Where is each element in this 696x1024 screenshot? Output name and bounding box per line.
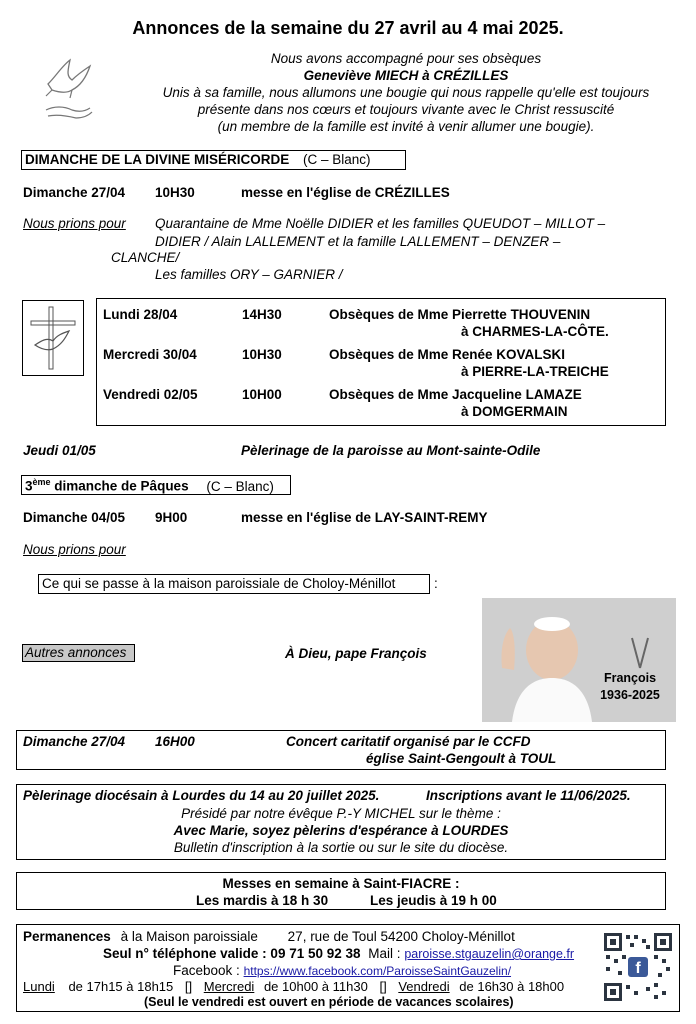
facebook-label: Facebook :	[173, 963, 240, 978]
concert-time: 16H00	[155, 734, 195, 749]
monday-label: Lundi	[23, 979, 55, 994]
lourdes-registration: Bulletin d'inscription à la sortie ou sur le site du diocèse.	[173, 840, 509, 855]
prayers-line: Les familles ORY – GARNIER /	[155, 267, 343, 282]
concert-day: Dimanche 27/04	[23, 734, 126, 749]
pope-name: François	[603, 671, 657, 685]
mass-day: Dimanche 04/05	[23, 510, 126, 525]
phone-number: Seul n° téléphone valide : 09 71 50 92 38	[103, 946, 361, 961]
separator: []	[184, 979, 193, 994]
section-title: DIMANCHE DE LA DIVINE MISÉRICORDE	[25, 152, 290, 167]
obituary-intro: Nous avons accompagné pour ses obsèques	[270, 51, 542, 66]
funeral-entry	[103, 306, 663, 346]
page-title: Annonces de la semaine du 27 avril au 4 mai 2025.	[132, 18, 564, 38]
separator: []	[379, 979, 387, 994]
mass-time: 10H30	[155, 185, 195, 200]
obituary-text-1: Unis à sa famille, nous allumons une bougie qui nous rappelle qu'elle est toujours	[162, 85, 650, 100]
funeral-entry	[103, 346, 663, 386]
funeral-text: Obsèques de Mme Pierrette THOUVENIN	[329, 307, 591, 322]
funeral-time: 14H30	[242, 307, 282, 322]
parish-house-colon: :	[434, 576, 438, 591]
funeral-time: 10H00	[242, 387, 282, 402]
prayers-label: Nous prions pour	[23, 216, 126, 231]
mass-time: 9H00	[155, 510, 188, 525]
cross-icon	[22, 300, 84, 376]
obituary-name: Geneviève MIECH à CRÉZILLES	[303, 68, 509, 83]
funeral-time: 10H30	[242, 347, 282, 362]
prayers-label: Nous prions pour	[23, 542, 126, 557]
liturgical-color: (C – Blanc)	[303, 152, 371, 167]
weekday-title: Messes en semaine à Saint-FIACRE :	[222, 876, 460, 891]
mass-day: Dimanche 27/04	[23, 185, 126, 200]
friday-label: Vendredi	[398, 979, 450, 994]
prayers-line: CLANCHE/	[111, 250, 180, 265]
funeral-entry	[103, 386, 663, 426]
lourdes-deadline: Inscriptions avant le 11/06/2025.	[426, 788, 631, 803]
section-title: dimanche de Pâques	[50, 478, 189, 494]
dove-icon	[42, 54, 94, 124]
friday-hours: de 16h30 à 18h00	[459, 979, 565, 994]
parish-house-box	[38, 574, 430, 594]
funeral-place: à DOMGERMAIN	[461, 404, 568, 419]
pilgrimage-day: Jeudi 01/05	[23, 443, 96, 458]
obituary-text-2: présente dans nos cœurs et toujours vivante avec le Christ ressuscité	[197, 102, 615, 117]
mail-label: Mail :	[368, 946, 401, 961]
permanence-label: Permanences	[23, 929, 111, 944]
funeral-place: à PIERRE-LA-TREICHE	[461, 364, 609, 379]
weekday-thursday: Les jeudis à 19 h 00	[370, 893, 497, 908]
qr-code-icon[interactable]	[604, 933, 672, 1001]
facebook-link[interactable]: https://www.facebook.com/ParoisseSaintGauzelin/	[243, 964, 512, 978]
monday-hours: de 17h15 à 18h15	[68, 979, 174, 994]
funeral-place: à CHARMES-LA-CÔTE.	[461, 324, 609, 339]
concert-place: église Saint-Gengoult à TOUL	[366, 751, 557, 766]
weekday-tuesday: Les mardis à 18 h 30	[196, 893, 329, 908]
svg-text:f: f	[635, 960, 641, 977]
wednesday-hours: de 10h00 à 11h30	[263, 979, 368, 994]
school-holidays-note: (Seul le vendredi est ouvert en période de vacances scolaires)	[144, 995, 514, 1009]
prayers-line: DIDIER / Alain LALLEMENT et la famille LALLEMENT – DENZER –	[155, 234, 561, 249]
concert-title: Concert caritatif organisé par le CCFD	[286, 734, 531, 749]
mail-link[interactable]: paroisse.stgauzelin@orange.fr	[404, 947, 575, 961]
parish-address: 27, rue de Toul 54200 Choloy-Ménillot	[287, 929, 515, 944]
mass-text: messe en l'église de CRÉZILLES	[241, 185, 450, 200]
section-header-1	[21, 150, 406, 170]
pope-years: 1936-2025	[600, 688, 660, 702]
funeral-text: Obsèques de Mme Jacqueline LAMAZE	[329, 387, 582, 402]
parish-house-text: Ce qui se passe à la maison paroissiale de Choloy-Ménillot	[42, 576, 396, 591]
other-announcements-label: Autres annonces	[22, 644, 135, 662]
funeral-text: Obsèques de Mme Renée KOVALSKI	[329, 347, 566, 362]
lourdes-presider: Présidé par notre évêque P.-Y MICHEL sur le thème :	[181, 806, 501, 821]
section-number: 3	[25, 478, 33, 494]
liturgical-color: (C – Blanc)	[206, 478, 274, 494]
pilgrimage-text: Pèlerinage de la paroisse au Mont-sainte-Odile	[241, 443, 541, 458]
section-number-suffix: ème	[32, 477, 51, 487]
lourdes-theme: Avec Marie, soyez pèlerins d'espérance à LOURDES	[173, 823, 509, 838]
funeral-day: Vendredi 02/05	[103, 387, 198, 402]
section-header-2	[21, 475, 291, 495]
funeral-day: Mercredi 30/04	[103, 347, 197, 362]
lourdes-title: Pèlerinage diocésain à Lourdes du 14 au 20 juillet 2025.	[23, 788, 380, 803]
mass-text: messe en l'église de LAY-SAINT-REMY	[241, 510, 488, 525]
wednesday-label: Mercredi	[203, 979, 255, 994]
obituary-text-3: (un membre de la famille est invité à venir allumer une bougie).	[217, 119, 595, 134]
prayers-line: Quarantaine de Mme Noëlle DIDIER et les familles QUEUDOT – MILLOT –	[155, 216, 606, 231]
farewell-text: À Dieu, pape François	[285, 646, 427, 661]
permanence-place: à la Maison paroissiale	[120, 929, 258, 944]
funeral-day: Lundi 28/04	[103, 307, 178, 322]
